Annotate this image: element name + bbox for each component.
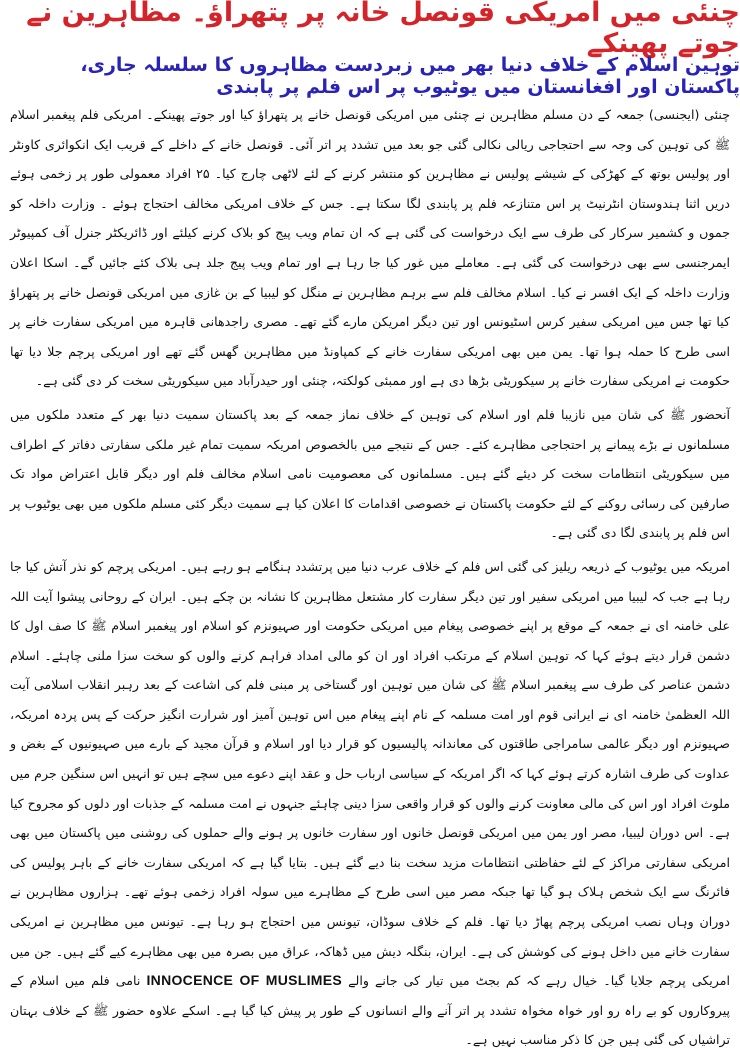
film-title: INNOCENCE OF MUSLIMES [146, 972, 343, 989]
article-paragraph-1: چنئی (ایجنسی) جمعہ کے دن مسلم مظاہرین نے چنئی میں امریکی قونصل خانے پر پتھراؤ کیا اور جوتے پھینکے۔ امریکی فلم پیغمبر اسلام ﷺ کی توہین کی وجہ سے احتجاجی ریالی نکالی گئی جو بعد میں تشدد پر اتر آئی۔ قونصل خانے کے داخلے کے قریب ایک انکوائری کاونٹر اور پولیس بوتھ کے کھڑکی کے شیشے پولیس نے مظاہرین کو منتشر کرنے کے لئے لاٹھی چارج کیا۔ ۲۵ افراد معمولی طور پر زخمی ہوئے دریں اثنا ہندوستان انٹرنیٹ پر اس متنازعہ فلم پر پابندی لگا سکتا ہے۔ جس کے خلاف امریکی مخالف احتجاج ہوئے ۔ وزارت داخلہ کو جموں و کشمیر سرکار کی طرف سے ایک درخواست کی گئی ہے کہ ان تمام ویب پیج کو بلاک کرنے کیلئے اور ڈائریکٹر جنرل آف کمپیوٹر ایمرجنسی سے بھی درخواست کی گئی ہے۔ معاملے میں غور کیا جا رہا ہے اور تمام ویب پیج جلد ہی بلاک کئے جائیں گے۔ اسکا اعلان وزارت داخلہ کے ایک افسر نے کیا۔ اسلام مخالف فلم سے برہم مظاہرین نے منگل کو لیبیا کے بن غازی میں امریکی قونصل خانے پر پتھراؤ کیا تھا جس میں امریکی سفیر کرس اسٹیونس اور تین دیگر امریکن مارے گئے تھے۔ مصری راجدھانی قاہرہ میں امریکی سفارت خانے پر اسی طرح کا حملہ ہوا تھا۔ یمن میں بھی امریکی سفارت خانے کے کمپاونڈ میں مظاہرین گھس گئے تھے اور امریکی پرچم جلا دیا تھا حکومت نے امریکی سفارت خانے پر سیکوریٹی بڑھا دی ہے اور ممبئی کولکتہ، چنئی اور حیدرآباد میں سیکوریٹی سخت کر دی گئی ہے۔ [10, 107, 730, 389]
article-headline: چنئی میں امریکی قونصل خانہ پر پتھراؤ۔ مظاہرین نے جوتے پھینکے [26, 0, 740, 59]
article-body [10, 100, 730, 1048]
article-paragraph-3-text: امریکہ میں یوٹیوب کے ذریعہ ریلیز کی گئی اس فلم کے خلاف عرب دنیا میں پرتشدد ہنگامے ہو رہے ہیں۔ امریکی پرچم کو نذر آتش کیا جا رہا ہے جب کہ لیبیا میں امریکی سفیر اور تین دیگر سفارت کار مشتعل مظاہرین کا نشانہ بن چکے ہیں۔ ایران کے روحانی پیشوا آیت اللہ علی خامنہ ای نے جمعہ کے موقع پر اپنے خصوصی پیغام میں امریکی حکومت اور صہیونزم کو اسلام اور پیغمبر اسلام ﷺ کا صف اول کا دشمن قرار دیتے ہوئے کہا کہ توہین اسلام کے مرتکب افراد اور ان کو مالی امداد فراہم کرنے والوں کو سخت سزا ملنی چاہئے۔ اسلام دشمن عناصر کی طرف سے پیغمبر اسلام ﷺ کی شان میں توہین اور گستاخی پر مبنی فلم کی اشاعت کے بعد رہبر انقلاب اسلامی آیت اللہ العظمیٰ خامنہ ای نے ایرانی قوم اور امت مسلمہ کے نام اپنے پیغام میں اس توہین آمیز اور شرارت انگیز حرکت کے پس پردہ امریکہ، صہیونزم اور دیگر عالمی سامراجی طاقتوں کی معاندانہ پالیسیوں کو قرار دیا اور اسلام و قرآن مجید کے بارے میں صہیونیوں کے بغض و عداوت کی طرف اشارہ کرتے ہوئے کہا کہ اگر امریکہ کے سیاسی ارباب حل و عقد اپنے دعوے میں سچے ہیں تو انہیں اس سنگین جرم میں ملوث افراد اور اس کی مالی معاونت کرنے والوں کو قرار واقعی سزا دینی چاہئے جنہوں نے امت مسلمہ کے جذبات اور دلوں کو مجروح کیا ہے۔ اس دوران لیبیا، مصر اور یمن میں امریکی قونصل خانوں اور سفارت خانوں پر ہونے والے حملوں کی روشنی میں پاکستان میں بھی امریکی سفارتی مراکز کے لئے حفاظتی انتظامات مزید سخت بنا دیے گئے ہیں۔ بتایا گیا ہے کہ امریکی سفارت خانے کے باہر پولیس کی فائرنگ سے ایک شخص ہلاک ہو گیا تھا جبکہ مصر میں اسی طرح کے مظاہرے میں سولہ افراد زخمی ہوئے تھے۔ ہزاروں مظاہرین نے دوران وہاں نصب امریکی پرچم پھاڑ دیا تھا۔ فلم کے خلاف سوڈان، تیونس میں احتجاج ہو رہا ہے۔ تیونس میں مظاہرین نے امریکی سفارت خانے میں داخل ہونے کی کوشش کی ہے۔ ایران، بنگلہ دیش میں ڈھاکہ، عراق میں بصرہ میں بھی مظاہرے کیے گئے ہیں۔ جن میں امریکی پرچم جلایا گیا۔ خیال رہے کہ کم بجٹ میں تیار کی جانے والے [10, 558, 730, 989]
article-subheadline: توہین اسلام کے خلاف دنیا بھر میں زبردست مظاہروں کا سلسلہ جاری، پاکستان اور افغانستان میں یوٹیوب پر اس فلم پر پابندی [80, 54, 740, 98]
article-paragraph-3 [10, 552, 730, 1055]
article-paragraph-2: آنحضور ﷺ کی شان میں نازیبا فلم اور اسلام کی توہین کے خلاف نماز جمعہ کے بعد پاکستان سمیت دنیا بھر کے متعدد ملکوں میں مسلمانوں نے بڑے پیمانے پر احتجاجی مظاہرے کئے۔ جس کے نتیجے میں بالخصوص امریکہ سمیت تمام غیر ملکی سفارتی دفاتر کے اطراف میں سیکوریٹی انتظامات سخت کر دیئے گئے ہیں۔ مسلمانوں کی معصومیت نامی اسلام مخالف فلم اور دیگر قابل اعتراض مواد تک صارفین کی رسائی روکنے کے لئے حکومت پاکستان نے خصوصی اقدامات کا اعلان کیا ہے سمیت دیگر کئی مسلم ملکوں میں بھی یوٹیوب پر اس فلم پر پابندی لگا دی گئی ہے۔ [10, 406, 730, 541]
article-paragraph-4-text: نامی فلم میں اسلام کے پیروکاروں کو بے راہ رو اور خواہ مخواہ تشدد پر اتر آنے والے انسانوں کے طور پر پیش کیا گیا ہے۔ اسکے علاوہ حضور ﷺ کے خلاف بہتان تراشیاں کی گئی ہیں جن کا ذکر مناسب نہیں ہے۔ [10, 973, 730, 1048]
